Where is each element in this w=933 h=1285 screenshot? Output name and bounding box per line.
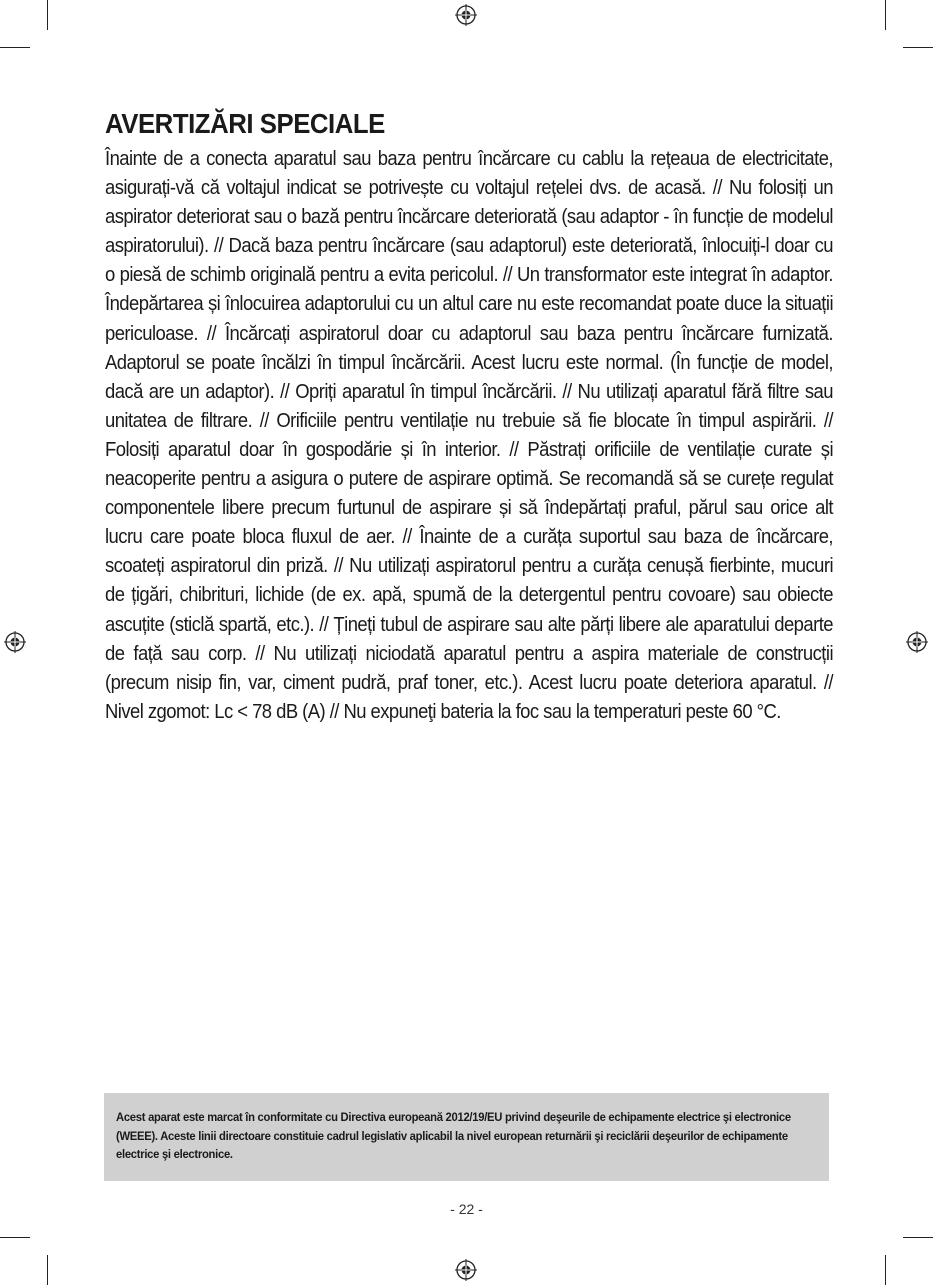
registration-mark-top-icon [455,4,477,26]
registration-mark-right-icon [906,631,928,653]
warnings-paragraph: Înainte de a conecta aparatul sau baza pentru încărcare cu cablu la rețeaua de electricitate, asigurați-vă că voltajul indicat se potrivește cu voltajul rețelei dvs. de acasă. // Nu folosiți un aspirator deteriorat sau o bază pentru încărcare deteriorată (sau adaptor - în funcție de modelul aspiratorului). // Dacă baza pentru încărcare (sau adaptorul) este deteriorată, înlocuiți-l doar cu o piesă de schimb originală pentru a evita pericolul. // Un transformator este integrat în adaptor. Îndepărtarea și înlocuirea adaptorului cu un altul care nu este recomandat poate duce la situații periculoase. // Încărcați aspiratorul doar cu adaptorul sau baza pentru încărcare furnizată. Adaptorul se poate încălzi în timpul încărcării. Acest lucru este normal. (În funcție de model, dacă are un adaptor). // Opriți aparatul în timpul încărcării. // Nu utilizați aparatul fără filtre sau unitatea de filtrare. // Orificiile pentru ventilație nu trebuie să fie blocate în timpul aspirării. // Folosiți aparatul doar în gospodărie și în interior. // Păstrați orificiile de ventilație curate și neacoperite pentru a asigura o putere de aspirare optimă. Se recomandă să se curețe regulat componentele libere precum furtunul de aspirare și să îndepărtați praful, părul sau orice alt lucru care poate bloca fluxul de aer. // Înainte de a curăța suportul sau baza de încărcare, scoateți aspiratorul din priză. // Nu utilizați aspiratorul pentru a curăța cenușă fierbinte, mucuri de țigări, chibrituri, lichide (de ex. apă, spumă de la detergentul pentru covoare) sau obiecte ascuțite (sticlă spartă, etc.). // Țineți tubul de aspirare sau alte părți libere ale aparatului departe de față sau corp. // Nu utilizați niciodată aparatul pentru a aspira materiale de construcții (precum nisip fin, var, ciment pudră, praf toner, etc.). Acest lucru poate deteriora aparatul. // Nivel zgomot: Lc < 78 dB (A) // Nu expuneţi bateria la foc sau la temperaturi peste 60 °C. [105,148,833,723]
weee-notice-box [104,1093,829,1181]
crop-mark-top-right-horizontal [903,47,933,48]
weee-notice-text: Acest aparat este marcat în conformitate cu Directiva europeană 2012/19/EU privind deşeurile de echipamente electrice şi electronice (WEEE). Aceste linii directoare constituie cadrul legislativ aplicabil la nivel european returnării şi reciclării deşeurilor de echipamente electrice şi electronice. [116,1110,791,1161]
crop-mark-top-right-vertical [885,0,886,30]
page-title: AVERTIZĂRI SPECIALE [105,108,385,139]
crop-mark-bottom-right-vertical [885,1255,886,1285]
crop-mark-bottom-right-horizontal [903,1237,933,1238]
page-number: - 22 - [450,1201,483,1217]
crop-mark-top-left-vertical [47,0,48,30]
registration-mark-left-icon [4,631,26,653]
registration-mark-bottom-icon [455,1259,477,1281]
crop-mark-bottom-left-horizontal [0,1237,30,1238]
crop-mark-bottom-left-vertical [47,1255,48,1285]
crop-mark-top-left-horizontal [0,47,30,48]
